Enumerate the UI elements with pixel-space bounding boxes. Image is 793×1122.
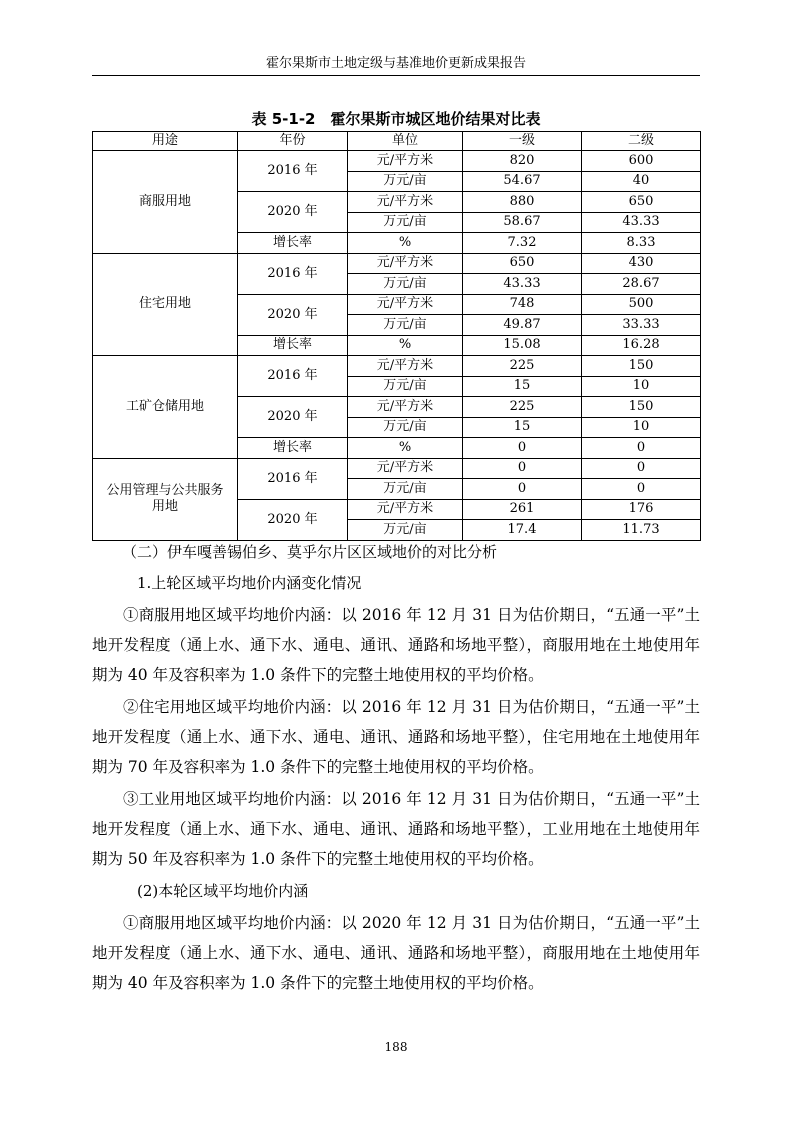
level2-cell: 150 — [582, 397, 701, 418]
growth-label-cell: 增长率 — [238, 335, 348, 356]
level1-cell: 15.08 — [463, 335, 582, 356]
level2-cell: 16.28 — [582, 335, 701, 356]
level1-cell: 43.33 — [463, 274, 582, 295]
table-row — [93, 253, 701, 274]
level2-cell: 176 — [582, 499, 701, 520]
level2-cell: 500 — [582, 294, 701, 315]
unit-cell: 元/平方米 — [348, 151, 463, 172]
unit-cell: 万元/亩 — [348, 171, 463, 192]
unit-cell: 元/平方米 — [348, 458, 463, 479]
land-price-comparison-table — [92, 131, 701, 541]
level1-cell: 225 — [463, 356, 582, 377]
level1-cell: 49.87 — [463, 315, 582, 336]
land-use-cell: 公用管理与公共服务用地 — [93, 458, 238, 540]
table-row — [93, 356, 701, 377]
level2-cell: 33.33 — [582, 315, 701, 336]
land-use-cell: 住宅用地 — [93, 253, 238, 356]
level1-cell: 0 — [463, 479, 582, 500]
unit-cell: 万元/亩 — [348, 520, 463, 541]
header-cell: 年份 — [238, 132, 348, 151]
level1-cell: 225 — [463, 397, 582, 418]
level1-cell: 0 — [463, 438, 582, 459]
table-title: 表 5-1-2 霍尔果斯市城区地价结果对比表 — [251, 110, 541, 128]
page-number: 188 — [384, 1040, 408, 1054]
level2-cell: 650 — [582, 192, 701, 213]
level1-cell: 0 — [463, 458, 582, 479]
paragraph: ①商服用地区域平均地价内涵：以 2016 年 12 月 31 日为估价期日，“五通一平”土地开发程度（通上水、通下水、通电、通讯、通路和场地平整），商服用地在土地使用年期为 40 年及容积率为 1.0 条件下的完整土地使用权的平均价格。 — [92, 606, 700, 684]
year-cell: 2016 年 — [238, 151, 348, 192]
level1-cell: 15 — [463, 417, 582, 438]
header-cell: 用途 — [93, 132, 238, 151]
unit-cell: % — [348, 438, 463, 459]
level2-cell: 28.67 — [582, 274, 701, 295]
year-cell: 2020 年 — [238, 397, 348, 438]
level1-cell: 17.4 — [463, 520, 582, 541]
level2-cell: 11.73 — [582, 520, 701, 541]
unit-cell: % — [348, 335, 463, 356]
level2-cell: 40 — [582, 171, 701, 192]
unit-cell: 元/平方米 — [348, 253, 463, 274]
land-use-cell: 工矿仓储用地 — [93, 356, 238, 459]
level2-cell: 430 — [582, 253, 701, 274]
header-cell: 二级 — [582, 132, 701, 151]
level1-cell: 261 — [463, 499, 582, 520]
level2-cell: 0 — [582, 438, 701, 459]
land-use-cell: 商服用地 — [93, 151, 238, 254]
level2-cell: 10 — [582, 376, 701, 397]
level1-cell: 880 — [463, 192, 582, 213]
paragraph: ②住宅用地区域平均地价内涵：以 2016 年 12 月 31 日为估价期日，“五通一平”土地开发程度（通上水、通下水、通电、通讯、通路和场地平整），住宅用地在土地使用年期为 70 年及容积率为 1.0 条件下的完整土地使用权的平均价格。 — [92, 698, 700, 776]
level1-cell: 58.67 — [463, 212, 582, 233]
unit-cell: 元/平方米 — [348, 294, 463, 315]
level1-cell: 748 — [463, 294, 582, 315]
level1-cell: 15 — [463, 376, 582, 397]
level2-cell: 10 — [582, 417, 701, 438]
subsection-heading: (2)本轮区域平均地价内涵 — [137, 882, 309, 900]
level1-cell: 650 — [463, 253, 582, 274]
level2-cell: 8.33 — [582, 233, 701, 254]
header-rule — [92, 75, 700, 76]
header-cell: 一级 — [463, 132, 582, 151]
year-cell: 2016 年 — [238, 458, 348, 499]
header-cell: 单位 — [348, 132, 463, 151]
table-row — [93, 151, 701, 172]
level2-cell: 600 — [582, 151, 701, 172]
level1-cell: 7.32 — [463, 233, 582, 254]
paragraph: ③工业用地区域平均地价内涵：以 2016 年 12 月 31 日为估价期日，“五通一平”土地开发程度（通上水、通下水、通电、通讯、通路和场地平整），工业用地在土地使用年期为 50 年及容积率为 1.0 条件下的完整土地使用权的平均价格。 — [92, 790, 700, 868]
section-heading: （二）伊车嘎善锡伯乡、莫乎尔片区区域地价的对比分析 — [122, 543, 498, 561]
unit-cell: 万元/亩 — [348, 376, 463, 397]
unit-cell: 元/平方米 — [348, 356, 463, 377]
level1-cell: 54.67 — [463, 171, 582, 192]
level2-cell: 0 — [582, 479, 701, 500]
subsection-heading: 1.上轮区域平均地价内涵变化情况 — [137, 574, 362, 592]
unit-cell: 万元/亩 — [348, 315, 463, 336]
unit-cell: 万元/亩 — [348, 479, 463, 500]
unit-cell: 万元/亩 — [348, 417, 463, 438]
unit-cell: 元/平方米 — [348, 499, 463, 520]
level1-cell: 820 — [463, 151, 582, 172]
growth-label-cell: 增长率 — [238, 438, 348, 459]
level2-cell: 43.33 — [582, 212, 701, 233]
unit-cell: % — [348, 233, 463, 254]
unit-cell: 万元/亩 — [348, 212, 463, 233]
year-cell: 2020 年 — [238, 499, 348, 540]
level2-cell: 150 — [582, 356, 701, 377]
unit-cell: 元/平方米 — [348, 192, 463, 213]
year-cell: 2016 年 — [238, 356, 348, 397]
paragraph: ①商服用地区域平均地价内涵：以 2020 年 12 月 31 日为估价期日，“五通一平”土地开发程度（通上水、通下水、通电、通讯、通路和场地平整），商服用地在土地使用年期为 40 年及容积率为 1.0 条件下的完整土地使用权的平均价格。 — [92, 914, 700, 992]
unit-cell: 万元/亩 — [348, 274, 463, 295]
table-header-row — [93, 132, 701, 151]
year-cell: 2020 年 — [238, 192, 348, 233]
unit-cell: 元/平方米 — [348, 397, 463, 418]
growth-label-cell: 增长率 — [238, 233, 348, 254]
table-row — [93, 458, 701, 479]
level2-cell: 0 — [582, 458, 701, 479]
page-header: 霍尔果斯市土地定级与基准地价更新成果报告 — [265, 56, 526, 71]
year-cell: 2016 年 — [238, 253, 348, 294]
year-cell: 2020 年 — [238, 294, 348, 335]
